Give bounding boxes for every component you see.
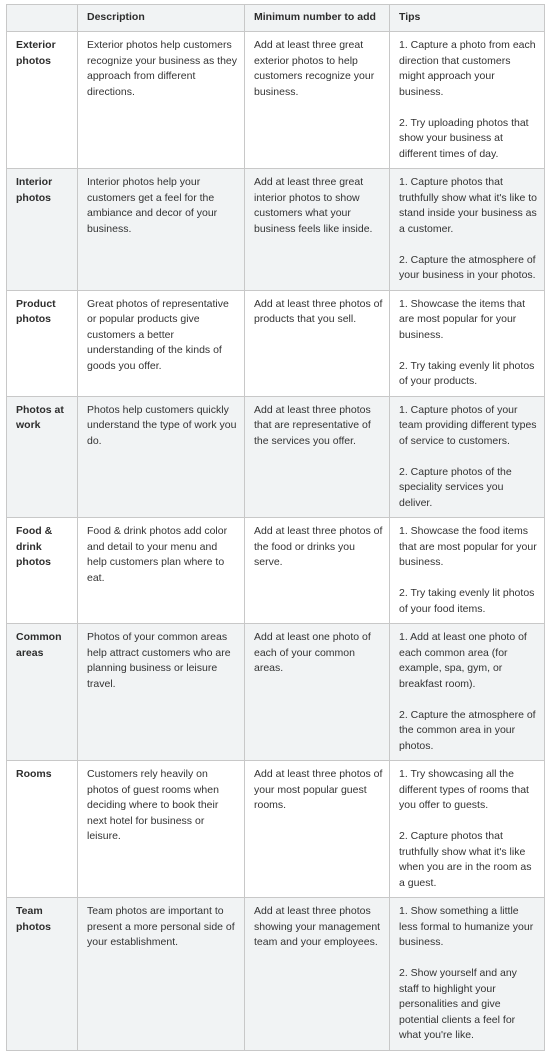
tip-1: 1. Showcase the food items that are most popular for your business. <box>399 525 537 568</box>
tip-2: 2. Capture photos of the speciality services you deliver. <box>399 465 512 509</box>
row-description: Photos of your common areas help attract customers who are planning business or leisure travel. <box>78 624 245 761</box>
row-minimum: Add at least three photos showing your management team and your employees. <box>245 898 390 1051</box>
table-row <box>7 169 545 291</box>
row-type: Photos at work <box>7 396 78 518</box>
row-type: Team photos <box>7 898 78 1051</box>
row-type: Product photos <box>7 290 78 396</box>
tip-2: 2. Try uploading photos that show your business at different times of day. <box>399 116 529 160</box>
row-description: Great photos of representative or popular products give customers a better understanding of the kinds of goods you offer. <box>78 290 245 396</box>
table-row <box>7 624 545 761</box>
row-description: Customers rely heavily on photos of guest rooms when deciding where to book their next hotel for business or leisure. <box>78 761 245 898</box>
row-minimum: Add at least three great exterior photos to help customers recognize your business. <box>245 32 390 169</box>
tip-1: 1. Capture a photo from each direction that customers might approach your business. <box>399 39 536 98</box>
tip-2: 2. Try taking evenly lit photos of your products. <box>399 359 535 387</box>
row-tips <box>390 518 545 624</box>
row-description: Exterior photos help customers recognize your business as they approach from different directions. <box>78 32 245 169</box>
row-type: Common areas <box>7 624 78 761</box>
row-minimum: Add at least three photos of your most popular guest rooms. <box>245 761 390 898</box>
tip-1: 1. Capture photos that truthfully show what it's like to stand inside your business as a customer. <box>399 176 537 235</box>
row-type: Rooms <box>7 761 78 898</box>
tip-1: 1. Show something a little less formal to humanize your business. <box>399 905 534 948</box>
header-row <box>7 5 545 32</box>
row-description: Food & drink photos add color and detail to your menu and help customers plan where to eat. <box>78 518 245 624</box>
tip-1: 1. Capture photos of your team providing different types of service to customers. <box>399 403 537 447</box>
row-tips <box>390 624 545 761</box>
row-tips <box>390 396 545 518</box>
row-tips <box>390 761 545 898</box>
header-tips: Tips <box>390 5 545 32</box>
tip-1: 1. Showcase the items that are most popular for your business. <box>399 297 526 341</box>
row-description: Team photos are important to present a more personal side of your establishment. <box>78 898 245 1051</box>
tip-2: 2. Capture the atmosphere of the common area in your photos. <box>399 708 536 752</box>
row-description: Photos help customers quickly understand the type of work you do. <box>78 396 245 518</box>
header-minimum: Minimum number to add <box>245 5 390 32</box>
tip-2: 2. Capture photos that truthfully show what it's like when you are in the room as a guest. <box>399 830 532 889</box>
row-tips <box>390 169 545 291</box>
table-row <box>7 898 545 1051</box>
row-description: Interior photos help your customers get a feel for the ambiance and decor of your business. <box>78 169 245 291</box>
table-row <box>7 396 545 518</box>
table-row <box>7 32 545 169</box>
tip-1: 1. Add at least one photo of each common area (for example, spa, gym, or breakfast room). <box>399 631 527 690</box>
row-tips <box>390 898 545 1051</box>
tip-2: 2. Try taking evenly lit photos of your food items. <box>399 587 535 615</box>
row-type: Food & drink photos <box>7 518 78 624</box>
photo-guidelines-table <box>6 4 545 1051</box>
row-minimum: Add at least three photos that are representative of the services you offer. <box>245 396 390 518</box>
row-minimum: Add at least three photos of products that you sell. <box>245 290 390 396</box>
row-tips <box>390 290 545 396</box>
row-type: Exterior photos <box>7 32 78 169</box>
table-row <box>7 518 545 624</box>
row-minimum: Add at least three great interior photos to show customers what your business feels like inside. <box>245 169 390 291</box>
row-type: Interior photos <box>7 169 78 291</box>
row-tips <box>390 32 545 169</box>
header-description: Description <box>78 5 245 32</box>
row-minimum: Add at least three photos of the food or drinks you serve. <box>245 518 390 624</box>
row-minimum: Add at least one photo of each of your common areas. <box>245 624 390 761</box>
tip-2: 2. Show yourself and any staff to highlight your personalities and give potential clients a feel for what you're like. <box>399 967 517 1041</box>
table-row <box>7 290 545 396</box>
tip-2: 2. Capture the atmosphere of your business in your photos. <box>399 253 536 281</box>
table-row <box>7 761 545 898</box>
header-type <box>7 5 78 32</box>
tip-1: 1. Try showcasing all the different types of rooms that you offer to guests. <box>399 768 529 811</box>
